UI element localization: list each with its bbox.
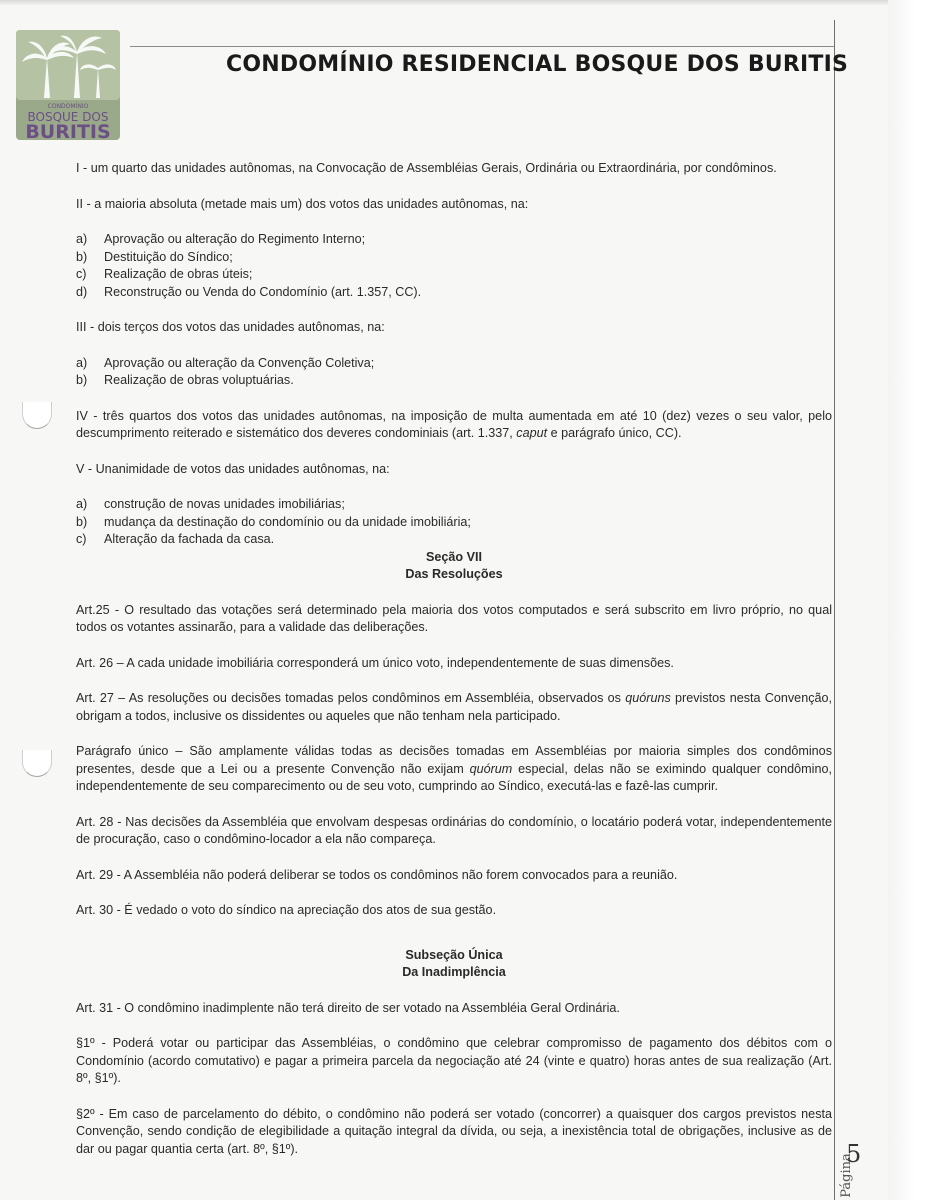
punch-hole-bottom <box>22 750 52 777</box>
logo-small-text: CONDOMÍNIO <box>47 103 89 110</box>
article-31: Art. 31 - O condômino inadimplente não terá direito de ser votado na Assembléia Geral Ordinária. <box>76 1000 620 1015</box>
article-25: Art.25 - O resultado das votações será determinado pela maioria dos votos computados e será subscrito em livro próprio, no qual todos os votantes assinarão, para a validade das deliberações. <box>76 602 832 634</box>
header-rule <box>130 46 834 47</box>
punch-hole-top <box>22 402 52 429</box>
list-item: a) Aprovação ou alteração da Convenção Coletiva; <box>76 355 375 370</box>
article-29: Art. 29 - A Assembléia não poderá deliberar se todos os condôminos não forem convocados para a reunião. <box>76 867 678 882</box>
paragraph-i: I - um quarto das unidades autônomas, na Convocação de Assembléias Gerais, Ordinária ou Extraordinária, por condôminos. <box>76 161 777 175</box>
paragraph-s2: §2º - Em caso de parcelamento do débito, o condômino não poderá ser votado (concorrer) a quaisquer dos cargos previstos nesta Convenção, sendo condição de elegibilidade a quitação integral da dívida, ou seja, a inexistência total de obrigações, inclusive as de dar ou pagar quantia certa (art. 8º, §1º). <box>76 1106 832 1156</box>
list-item: d) Reconstrução ou Venda do Condomínio (art. 1.357, CC). <box>76 284 422 299</box>
condominium-logo <box>14 28 122 142</box>
paragraph-iii: III - dois terços dos votos das unidades autônomas, na: <box>76 320 385 334</box>
page-border-right <box>834 20 835 1200</box>
article-26: Art. 26 – A cada unidade imobiliária corresponderá um único voto, independentemente de suas dimensões. <box>76 655 674 670</box>
paragraph-ii: II - a maioria absoluta (metade mais um) dos votos das unidades autônomas, na: <box>76 196 529 211</box>
list-item: b) Destituição do Síndico; <box>76 249 233 264</box>
list-item: c) Alteração da fachada da casa. <box>76 532 275 546</box>
paragraph-s1: §1º - Poderá votar ou participar das Assembléias, o condômino que celebrar compromisso de pagamento dos débitos com o Condomínio (acordo comutativo) e pagar a primeira parcela da negociação até 24 (vinte e quatro) horas antes de sua realização (Art. 8º, §1º). <box>76 1036 832 1085</box>
page-number: 5 <box>846 1140 862 1168</box>
article-28: Art. 28 - Nas decisões da Assembléia que envolvam despesas ordinárias do condomínio, o locatário poderá votar, independentemente de procuração, caso o condômino-locador a ela não compareça. <box>76 814 832 846</box>
list-item: c) Realização de obras úteis; <box>76 267 253 281</box>
article-27: Art. 27 – As resoluções ou decisões tomadas pelos condôminos em Assembléia, observados os quóruns previstos nesta Convenção, obrigam a todos, inclusive os dissidentes ou aqueles que não tenham nela participado. <box>76 691 832 723</box>
section-subtitle: Das Resoluções <box>405 567 503 581</box>
paragraph-v: V - Unanimidade de votos das unidades autônomas, na: <box>76 461 390 476</box>
list-item: a) Aprovação ou alteração do Regimento Interno; <box>76 232 366 246</box>
paragrafo-unico: Parágrafo único – São amplamente válidas todas as decisões tomadas em Assembléias por maioria simples dos condôminos presentes, desde que a Lei ou a presente Convenção não exijam quórum especial, delas não se eximindo qualquer condômino, independentemente de seu comparecimento ou de seu voto, cumprindo ao Síndico, executá-las e fazê-las cumprir. <box>76 744 832 793</box>
document-title: CONDOMÍNIO RESIDENCIAL BOSQUE DOS BURITIS <box>226 52 849 77</box>
list-item: b) mudança da destinação do condomínio ou da unidade imobiliária; <box>76 514 471 529</box>
scan-top-edge <box>0 0 928 6</box>
list-item: a) construção de novas unidades imobiliárias; <box>76 497 345 511</box>
list-ii <box>76 231 832 301</box>
scan-right-margin <box>888 0 928 1200</box>
section-title: Seção VII <box>425 549 482 564</box>
paragraph-iv: IV - três quartos dos votos das unidades autônomas, na imposição de multa aumentada em até 10 (dez) vezes o seu valor, pelo descumprimento reiterado e sistemático dos deveres condominiais (art. 1.337, caput e parágrafo único, CC). <box>76 408 832 440</box>
article-30: Art. 30 - É vedado o voto do síndico na apreciação dos atos de sua gestão. <box>76 903 497 917</box>
subsection-subtitle: Da Inadimplência <box>402 965 506 979</box>
logo-text-line1: BOSQUE DOS <box>27 110 109 124</box>
list-v <box>76 496 832 549</box>
list-iii <box>76 355 832 390</box>
list-item: b) Realização de obras voluptuárias. <box>76 373 294 387</box>
logo-text-line2: BURITIS <box>25 121 111 142</box>
page-label: Página <box>838 1153 854 1198</box>
subsection-title: Subseção Única <box>405 947 503 962</box>
document-body <box>76 160 832 1158</box>
